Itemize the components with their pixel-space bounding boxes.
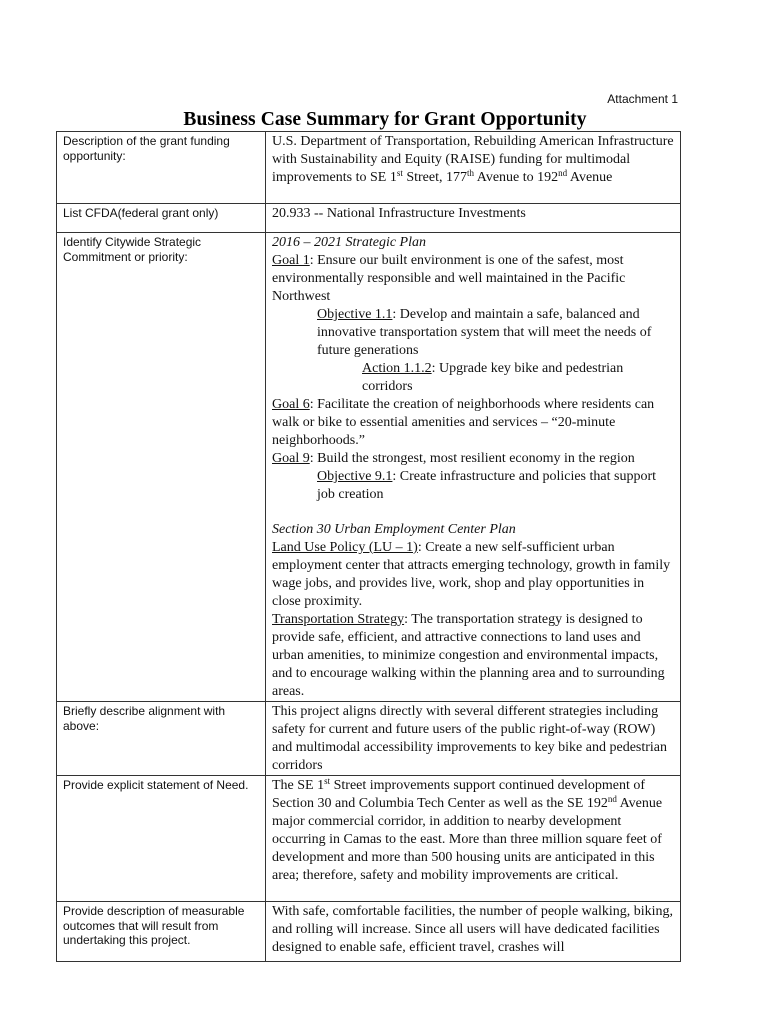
cfda-label: List CFDA(federal grant only): [57, 204, 266, 233]
grant-description-value: U.S. Department of Transportation, Rebuilding American Infrastructure with Sustainability and Equity (RAISE) funding for multimodal improvements to SE 1st Street, 177th Avenue to 192nd Avenue: [266, 132, 681, 204]
table-row-cfda: [57, 204, 681, 233]
strategic-plan-title: 2016 – 2021 Strategic Plan: [272, 235, 426, 250]
objective-9-1: Objective 9.1: Create infrastructure and policies that support job creation: [317, 469, 657, 502]
table-row-need: [57, 776, 681, 902]
spacer: [272, 504, 676, 521]
strategic-commitment-label: Identify Citywide Strategic Commitment or priority:: [57, 233, 266, 702]
table-row-strategic: [57, 233, 681, 702]
alignment-value: This project aligns directly with several different strategies including safety for current and future users of the public right-of-way (ROW) and multimodal accessibility improvements to key bike and pedestrian corridors: [266, 702, 681, 776]
need-value: The SE 1st Street improvements support continued development of Section 30 and Columbia Tech Center as well as the SE 192nd Avenue major commercial corridor, in addition to nearby development occurring in Camas to the east. More than three million square feet of development and more than 500 housing units are anticipated in this area; therefore, safety and mobility improvements are critical.: [266, 776, 681, 902]
strategic-commitment-value: [266, 233, 681, 702]
transportation-strategy: Transportation Strategy: The transportation strategy is designed to provide safe, efficient, and attractive connections to land uses and urban amenities, to minimize congestion and environmental impacts, and to encourage walking within the planning area and to surrounding areas.: [272, 612, 665, 699]
goal-1: Goal 1: Ensure our built environment is one of the safest, most environmentally responsible and well maintained in the Pacific Northwest: [272, 253, 626, 304]
goal-6: Goal 6: Facilitate the creation of neighborhoods where residents can walk or bike to essential amenities and services – “20-minute neighborhoods.”: [272, 397, 655, 448]
alignment-label: Briefly describe alignment with above:: [57, 702, 266, 776]
outcomes-value: With safe, comfortable facilities, the number of people walking, biking, and rolling will increase. Since all users will have dedicated facilities designed to enable safe, efficient travel, crashes will: [266, 902, 681, 962]
business-case-table: [56, 131, 681, 962]
goal-9: Goal 9: Build the strongest, most resilient economy in the region: [272, 451, 635, 466]
page-title: Business Case Summary for Grant Opportunity: [183, 109, 587, 130]
attachment-label: Attachment 1: [607, 92, 678, 106]
objective-1-1: Objective 1.1: Develop and maintain a safe, balanced and innovative transportation system that will meet the needs of future generations: [317, 307, 652, 358]
grant-description-label: Description of the grant funding opportunity:: [57, 132, 266, 204]
table-row-grant: [57, 132, 681, 204]
land-use-policy: Land Use Policy (LU – 1): Create a new self-sufficient urban employment center that attracts emerging technology, growth in family wage jobs, and provides live, work, shop and play opportunities in close proximity.: [272, 540, 671, 609]
need-label: Provide explicit statement of Need.: [57, 776, 266, 902]
table-row-alignment: [57, 702, 681, 776]
table-row-outcomes: [57, 902, 681, 962]
outcomes-label: Provide description of measurable outcomes that will result from undertaking this project.: [57, 902, 266, 962]
action-1-1-2: Action 1.1.2: Upgrade key bike and pedestrian corridors: [362, 361, 624, 394]
section-30-title: Section 30 Urban Employment Center Plan: [272, 522, 516, 537]
cfda-value: 20.933 -- National Infrastructure Investments: [266, 204, 681, 233]
